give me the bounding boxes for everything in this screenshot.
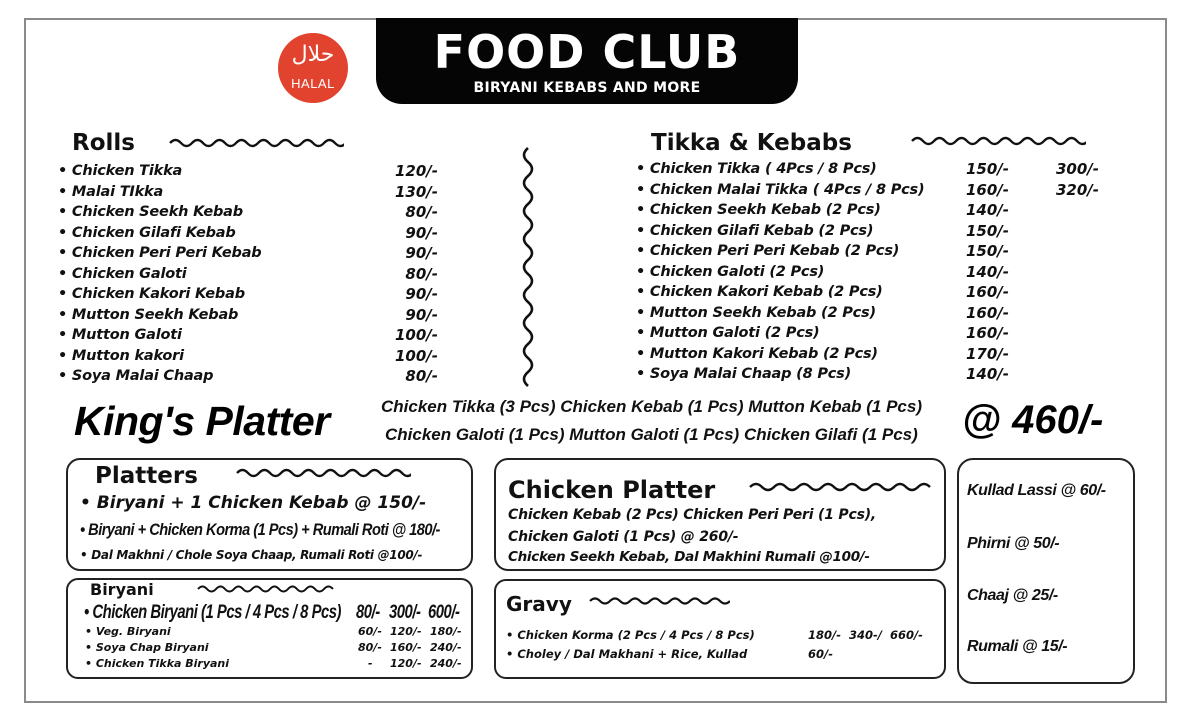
tikka-item-name: • Chicken Peri Peri Kebab (2 Pcs) [636, 243, 900, 259]
tikka-item-price: 150/- [966, 221, 1010, 240]
chicken-platter-title: Chicken Platter [508, 476, 716, 504]
extras-item: Rumali @ 15/- [967, 638, 1068, 655]
tikka-item-name: • Chicken Malai Tikka ( 4Pcs / 8 Pcs) [636, 181, 925, 198]
tikka-item-price: 140/- [966, 365, 1010, 383]
tikka-item-price: 160/- [966, 283, 1010, 301]
rolls-item-price: 130/- [394, 182, 438, 201]
rolls-item-name: • Mutton kakori [58, 347, 184, 364]
rolls-item-price: 90/- [405, 285, 438, 303]
rolls-item-price: 90/- [405, 305, 438, 324]
tikka-item-price: 150/- [966, 160, 1010, 178]
tikka-item-price: 170/- [966, 344, 1010, 363]
rolls-item-name: • Chicken Tikka [58, 163, 183, 179]
rolls-item-price: 80/- [405, 367, 438, 385]
rolls-item-price: 90/- [405, 223, 438, 242]
tikka-item-name: • Chicken Gilafi Kebab (2 Pcs) [636, 222, 874, 239]
tikka-kebabs-title: Tikka & Kebabs [651, 130, 852, 156]
kings-platter-line-1: Chicken Tikka (3 Pcs) Chicken Kebab (1 Pcs) Mutton Kebab (1 Pcs) [381, 397, 923, 416]
tikka-item-price-8pcs: 300/- [1056, 160, 1100, 178]
halal-badge [278, 33, 348, 103]
tikka-item-price: 140/- [966, 262, 1010, 281]
biryani-price-4pc: 120/- [390, 625, 422, 638]
chicken-platter-line-3: Chicken Seekh Kebab, Dal Makhini Rumali @100/- [508, 549, 870, 565]
halal-label: HALAL [291, 76, 335, 91]
rolls-item-price: 100/- [394, 326, 438, 344]
extras-item: Phirni @ 50/- [967, 535, 1060, 552]
kings-platter-line-2: Chicken Galoti (1 Pcs) Mutton Galoti (1 Pcs) Chicken Gilafi (1 Pcs) [385, 425, 918, 444]
biryani-price-4pc: 300/- [389, 602, 421, 623]
biryani-price-1pc: 60/- [358, 625, 382, 638]
tikka-item-name: • Chicken Tikka ( 4Pcs / 8 Pcs) [636, 161, 877, 177]
chicken-platter-line-1: Chicken Kebab (2 Pcs) Chicken Peri Peri (1 Pcs), [508, 507, 877, 523]
tikka-item-name: • Chicken Kakori Kebab (2 Pcs) [636, 284, 883, 300]
biryani-item-name: • Veg. Biryani [85, 625, 171, 638]
biryani-item-name: • Soya Chap Biryani [85, 641, 209, 654]
header-banner [376, 18, 798, 104]
rolls-item-price: 90/- [405, 244, 438, 262]
tikka-item-name: • Soya Malai Chaap (8 Pcs) [636, 366, 851, 382]
rolls-item-price: 80/- [405, 203, 438, 221]
tikka-item-name: • Mutton Galoti (2 Pcs) [636, 325, 820, 341]
wavy-line-icon [910, 134, 1086, 148]
gravy-item-name: • Chicken Korma (2 Pcs / 4 Pcs / 8 Pcs) [506, 628, 755, 642]
biryani-price-1pc: 80/- [358, 641, 382, 654]
biryani-price-1pc: 80/- [356, 602, 380, 623]
rolls-item-name: • Mutton Seekh Kebab [58, 306, 239, 323]
biryani-price-8pc: 600/- [428, 602, 460, 623]
biryani-price-8pc: 240/- [430, 657, 462, 670]
wavy-line-icon [235, 466, 411, 480]
rolls-item-name: • Soya Malai Chaap [58, 368, 214, 384]
restaurant-subtitle: BIRYANI KEBABS AND MORE [473, 80, 701, 96]
chicken-platter-line-2: Chicken Galoti (1 Pcs) @ 260/- [508, 529, 739, 545]
biryani-price-1pc: - [368, 657, 373, 670]
wavy-line-icon [168, 136, 344, 150]
tikka-item-name: • Chicken Seekh Kebab (2 Pcs) [636, 202, 881, 218]
rolls-item-price: 120/- [394, 162, 438, 180]
kings-platter-price: @ 460/- [962, 398, 1104, 442]
rolls-title: Rolls [72, 130, 135, 156]
wavy-line-icon [196, 583, 336, 595]
rolls-item-name: • Mutton Galoti [58, 327, 182, 343]
rolls-item-price: 80/- [405, 264, 438, 283]
extras-item: Chaaj @ 25/- [967, 587, 1058, 604]
rolls-item-name: • Chicken Seekh Kebab [58, 204, 243, 220]
tikka-item-price: 150/- [966, 242, 1010, 260]
rolls-item-name: • Malai TIkka [58, 183, 164, 200]
biryani-title: Biryani [90, 580, 154, 599]
halal-arabic-text: حلال [291, 42, 335, 67]
tikka-item-price: 140/- [966, 201, 1010, 219]
rolls-item-name: • Chicken Gilafi Kebab [58, 224, 236, 241]
gravy-item-name: • Choley / Dal Makhani + Rice, Kullad [506, 647, 748, 661]
tikka-item-name: • Mutton Kakori Kebab (2 Pcs) [636, 345, 878, 362]
tikka-item-name: • Mutton Seekh Kebab (2 Pcs) [636, 304, 876, 321]
platter-item: • Biryani + 1 Chicken Kebab @ 150/- [80, 493, 427, 513]
biryani-item-name: • Chicken Tikka Biryani [85, 657, 230, 670]
platter-item: • Biryani + Chicken Korma (1 Pcs) + Rumali Roti @ 180/- [80, 520, 440, 539]
tikka-item-price: 160/- [966, 324, 1010, 342]
tikka-item-name: • Chicken Galoti (2 Pcs) [636, 263, 825, 280]
biryani-item-name: • Chicken Biryani (1 Pcs / 4 Pcs / 8 Pcs) [84, 602, 342, 623]
rolls-item-name: • Chicken Galoti [58, 265, 187, 282]
biryani-price-8pc: 180/- [430, 625, 462, 638]
biryani-price-8pc: 240/- [430, 641, 462, 654]
rolls-item-price: 100/- [394, 346, 438, 365]
tikka-item-price: 160/- [966, 303, 1010, 322]
biryani-price-4pc: 160/- [390, 641, 422, 654]
kings-platter-title: King's Platter [74, 398, 330, 444]
extras-item: Kullad Lassi @ 60/- [967, 482, 1106, 499]
vertical-wavy-divider-icon [514, 145, 538, 390]
rolls-item-name: • Chicken Peri Peri Kebab [58, 245, 262, 261]
platter-item: • Dal Makhni / Chole Soya Chaap, Rumali Roti @100/- [80, 548, 423, 562]
wavy-line-icon [588, 595, 730, 607]
wavy-line-icon [748, 480, 934, 494]
rolls-item-name: • Chicken Kakori Kebab [58, 286, 245, 302]
platters-title: Platters [95, 463, 198, 489]
biryani-price-4pc: 120/- [390, 657, 422, 670]
tikka-item-price: 160/- [966, 180, 1010, 199]
restaurant-title: FOOD CLUB [433, 25, 741, 79]
gravy-item-price: 180/- 340-/ 660/- [808, 628, 923, 642]
gravy-item-price: 60/- [808, 647, 833, 661]
tikka-item-price-8pcs: 320/- [1056, 180, 1100, 199]
gravy-title: Gravy [506, 592, 572, 616]
